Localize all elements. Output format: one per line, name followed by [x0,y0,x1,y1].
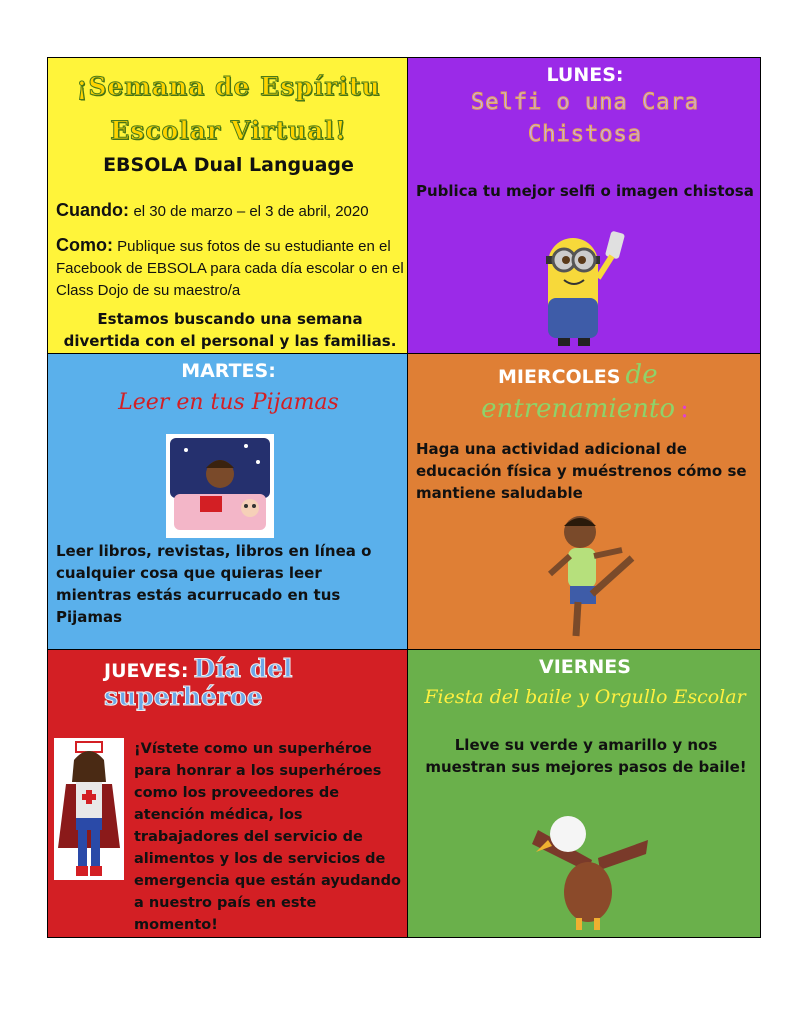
intro-title-line2: Escolar Virtual! [110,116,347,145]
friday-cell [407,649,761,938]
thursday-theme-line2: superhéroe [104,682,263,711]
nurse-superhero-icon [54,738,124,880]
intro-how [56,234,404,302]
tuesday-cell [47,353,408,650]
wednesday-cell [407,353,761,650]
friday-theme: Fiesta del baile y Orgullo Escolar [424,686,746,708]
intro-subtitle: EBSOLA Dual Language [103,154,354,176]
thursday-day: JUEVES: [104,660,189,682]
when-label: Cuando: [56,200,129,220]
monday-day: LUNES: [546,64,624,86]
how-text: Publique sus fotos de su estudiante en el Facebook de EBSOLA para cada día escolar o en el Class Dojo de su maestro/a [56,238,404,299]
monday-theme-line1: Selfi o una Cara [471,90,699,115]
tuesday-description: Leer libros, revistas, libros en línea o cualquier cosa que quieras leer mientras estás acurrucado en tus Pijamas [56,542,372,626]
thursday-heading [104,654,404,683]
girl-reading-in-bed-icon [166,434,274,538]
wednesday-theme-colon: : [680,394,689,424]
tuesday-day: MARTES: [181,360,276,382]
when-text: el 30 de marzo – el 3 de abril, 2020 [133,203,369,220]
intro-title-line1: ¡Semana de Espíritu [76,72,381,101]
intro-closing: Estamos buscando una semana divertida con el personal y las familias. [63,310,397,350]
thursday-description: ¡Vístete como un superhéroe para honrar a los superhéroes como los proveedores de atención médica, los trabajadores del servicio de alimentos y los de servicios de emergencia que están ayudando a nuestro país en este momento! [134,741,401,933]
thursday-cell [47,649,408,938]
monday-cell [407,57,761,354]
friday-day: VIERNES [539,656,631,678]
thursday-theme-line1: Día del [193,654,293,683]
monday-description: Publica tu mejor selfi o imagen chistosa [416,182,754,200]
spirit-week-grid [47,57,761,938]
eagle-dab-icon [528,800,652,934]
friday-description: Lleve su verde y amarillo y nos muestran sus mejores pasos de baile! [425,736,747,776]
wednesday-theme-part2: entrenamiento [481,394,675,424]
wednesday-theme-line [408,394,761,424]
wednesday-theme-part1: de [625,360,658,390]
intro-cell [47,57,408,354]
wednesday-day: MIERCOLES [498,366,621,388]
how-label: Como: [56,235,113,255]
intro-when [56,200,406,221]
wednesday-description: Haga una actividad adicional de educación física y muéstrenos cómo se mantiene saludable [416,440,747,502]
tuesday-theme: Leer en tus Pijamas [118,390,339,415]
monday-theme-line2: Chistosa [528,122,642,147]
wednesday-heading [498,360,758,390]
kid-stretching-icon [544,510,644,640]
minion-selfie-icon [528,218,638,348]
